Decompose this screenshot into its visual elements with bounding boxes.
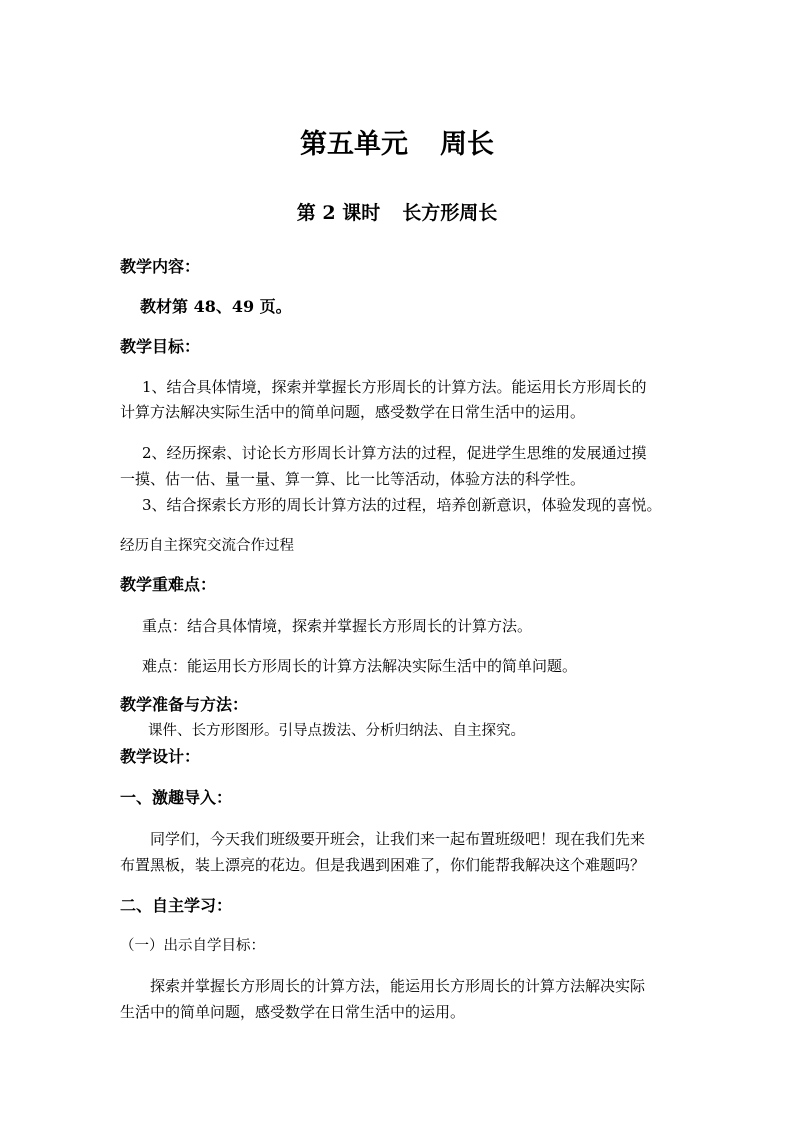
goal-3: 3、结合探索长方形的周长计算方法的过程，培养创新意识，体验发现的喜悦。 — [142, 496, 662, 514]
unit-title-sub: 周长 — [440, 129, 494, 160]
unit-title-main: 第五单元 — [300, 129, 408, 160]
part2-line-2: 生活中的简单问题，感受数学在日常生活中的运用。 — [120, 1003, 466, 1021]
keypoints-heading: 教学重难点： — [120, 575, 217, 594]
part2-line-1: 探索并掌握长方形周长的计算方法，能运用长方形周长的计算方法解决实际 — [150, 977, 646, 995]
lesson-name: 长方形周长 — [402, 202, 498, 224]
lesson-title — [0, 200, 794, 226]
part2-heading: 二、自主学习： — [120, 896, 233, 915]
content-text: 教材第 48、49 页。 — [140, 297, 292, 316]
content-heading: 教学内容： — [120, 257, 201, 276]
goal-note: 经历自主探究交流合作过程 — [120, 538, 294, 554]
part1-line-1: 同学们，今天我们班级要开班会，让我们来一起布置班级吧！现在我们先来 — [150, 830, 646, 848]
goal-1-line-2: 计算方法解决实际生活中的简单问题，感受数学在日常生活中的运用。 — [120, 403, 586, 421]
goals-heading: 教学目标： — [120, 337, 201, 356]
key-point: 重点：结合具体情境，探索并掌握长方形周长的计算方法。 — [142, 617, 533, 635]
part2-subheading: （一）出示自学目标： — [120, 938, 265, 954]
goal-2-line-1: 2、经历探索、讨论长方形周长计算方法的过程，促进学生思维的发展通过摸 — [142, 444, 647, 462]
unit-title — [0, 127, 794, 163]
part1-line-2: 布置黑板，装上漂亮的花边。但是我遇到困难了，你们能帮我解决这个难题吗？ — [120, 856, 646, 874]
lesson-number: 第 2 课时 — [296, 202, 381, 224]
prep-heading: 教学准备与方法： — [120, 695, 249, 714]
part1-heading: 一、激趣导入： — [120, 788, 233, 807]
prep-text: 课件、长方形图形。引导点拨法、分析归纳法、自主探究。 — [148, 723, 525, 739]
design-heading: 教学设计： — [120, 747, 201, 766]
difficult-point: 难点：能运用长方形周长的计算方法解决实际生活中的简单问题。 — [142, 657, 578, 675]
goal-2-line-2: 一摸、估一估、量一量、算一算、比一比等活动，体验方法的科学性。 — [120, 470, 586, 488]
goal-1-line-1: 1、结合具体情境，探索并掌握长方形周长的计算方法。能运用长方形周长的 — [142, 378, 647, 396]
